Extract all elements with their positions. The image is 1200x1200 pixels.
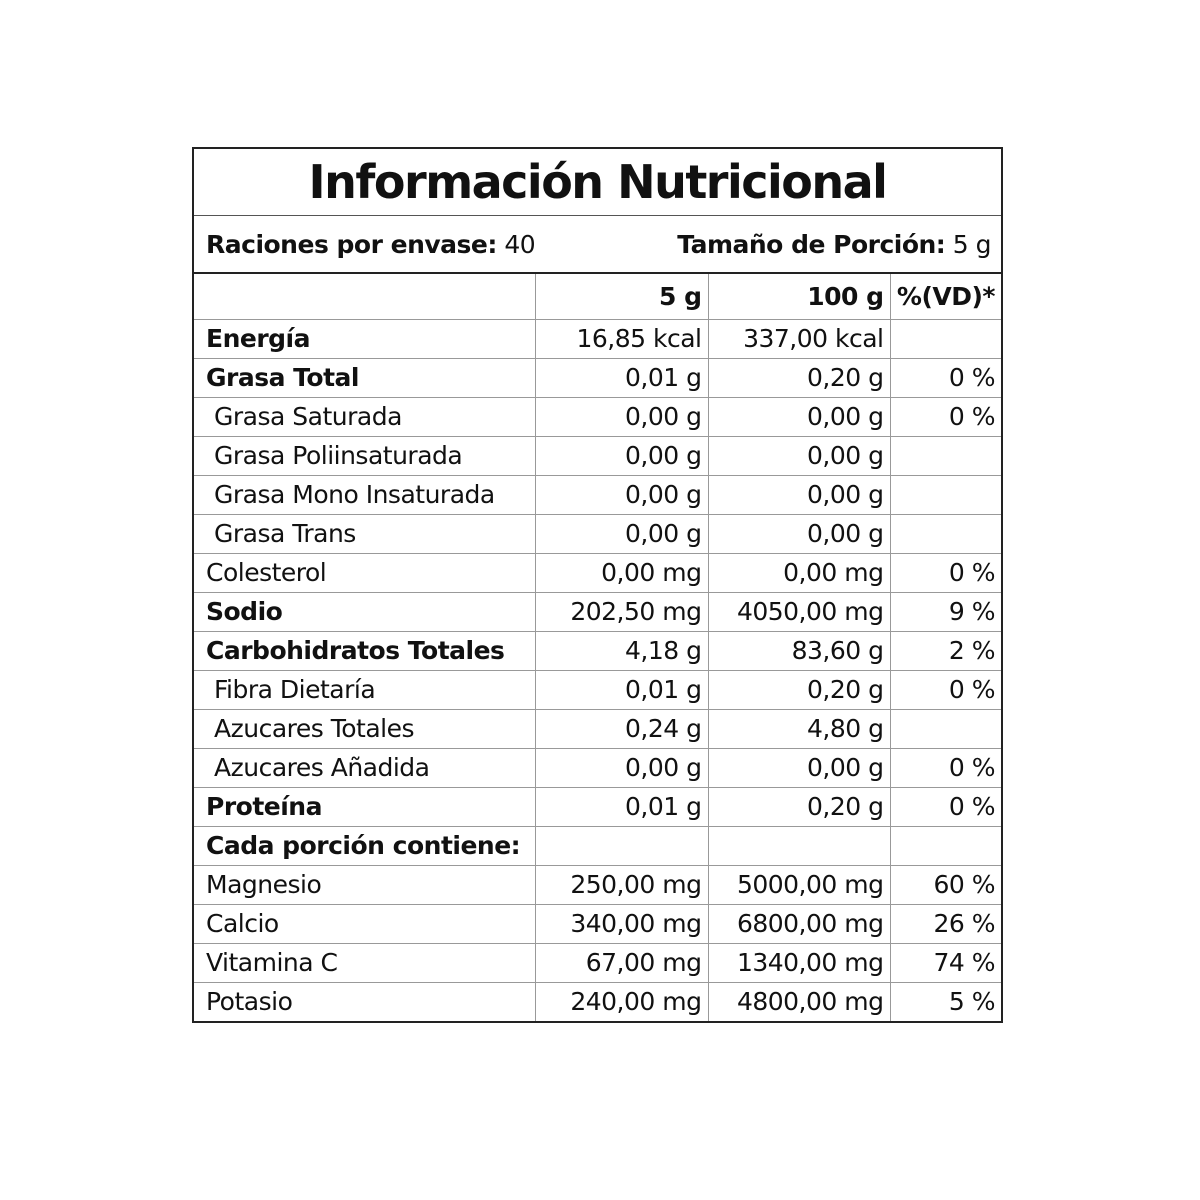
value-per-100g: 0,20 g [708, 670, 890, 709]
header-nutrient [194, 274, 535, 319]
daily-value-percent: 74 % [890, 943, 1001, 982]
daily-value-percent [890, 436, 1001, 475]
value-per-serving: 202,50 mg [535, 592, 708, 631]
nutrient-name: Cada porción contiene: [194, 826, 535, 865]
value-per-100g: 0,00 g [708, 514, 890, 553]
value-per-serving: 4,18 g [535, 631, 708, 670]
daily-value-percent: 0 % [890, 748, 1001, 787]
daily-value-percent [890, 514, 1001, 553]
serving-size-value: 5 g [952, 229, 991, 259]
daily-value-percent [890, 319, 1001, 358]
daily-value-percent: 26 % [890, 904, 1001, 943]
servings-per-container-label: Raciones por envase: [206, 229, 497, 259]
value-per-serving: 16,85 kcal [535, 319, 708, 358]
serving-size-label: Tamaño de Porción: [677, 229, 946, 259]
nutrient-name: Colesterol [194, 553, 535, 592]
daily-value-percent: 5 % [948, 987, 995, 1017]
value-per-serving: 67,00 mg [535, 943, 708, 982]
value-per-serving: 0,00 mg [535, 553, 708, 592]
table-row [194, 709, 1001, 748]
daily-value-percent: 0 % [890, 787, 1001, 826]
value-per-serving: 0,00 g [535, 748, 708, 787]
daily-value-percent [890, 475, 1001, 514]
value-per-serving: 0,00 g [535, 397, 708, 436]
table-header-row [194, 274, 1001, 319]
nutrient-name: Grasa Poliinsaturada [194, 436, 535, 475]
servings-per-container [206, 230, 535, 259]
value-per-100g: 4800,00 mg [708, 982, 890, 1021]
label-title: Información Nutricional [194, 149, 1001, 216]
nutrient-name: Energía [194, 319, 535, 358]
value-per-100g: 0,00 g [708, 748, 890, 787]
daily-value-percent: 0 % [890, 397, 1001, 436]
table-row [194, 865, 1001, 904]
value-per-100g: 1340,00 mg [708, 943, 890, 982]
table-row [194, 553, 1001, 592]
value-per-100g: 83,60 g [708, 631, 890, 670]
nutrient-name: Azucares Totales [194, 709, 535, 748]
value-per-serving: 0,00 g [535, 436, 708, 475]
table-row [194, 943, 1001, 982]
daily-value-percent: 0 % [890, 358, 1001, 397]
table-row [194, 904, 1001, 943]
value-per-serving: 0,01 g [535, 787, 708, 826]
value-per-serving: 0,01 g [535, 670, 708, 709]
table-row [194, 748, 1001, 787]
nutrient-name: Sodio [194, 592, 535, 631]
value-per-serving: 340,00 mg [535, 904, 708, 943]
value-per-100g: 6800,00 mg [708, 904, 890, 943]
value-per-100g: 0,00 g [708, 397, 890, 436]
value-per-serving: 0,00 g [535, 514, 708, 553]
value-per-100g: 0,20 g [708, 787, 890, 826]
nutrient-name: Grasa Saturada [194, 397, 535, 436]
nutrient-name: Azucares Añadida [194, 748, 535, 787]
header-per-serving: 5 g [535, 274, 708, 319]
header-per-100g: 100 g [708, 274, 890, 319]
value-per-100g [708, 826, 890, 865]
table-row [194, 826, 1001, 865]
nutrient-name: Vitamina C [194, 943, 535, 982]
nutrient-name: Grasa Total [194, 358, 535, 397]
table-row [194, 358, 1001, 397]
daily-value-percent: 60 % [890, 865, 1001, 904]
nutrition-table [194, 274, 1001, 1021]
serving-size [677, 230, 991, 259]
nutrient-name: Calcio [194, 904, 535, 943]
servings-per-container-value: 40 [504, 229, 536, 259]
table-row [194, 514, 1001, 553]
nutrient-name: Carbohidratos Totales [194, 631, 535, 670]
nutrient-name: Grasa Trans [194, 514, 535, 553]
table-row [194, 475, 1001, 514]
daily-value-percent: 9 % [890, 592, 1001, 631]
table-row [194, 397, 1001, 436]
value-per-100g: 4,80 g [708, 709, 890, 748]
value-per-serving: 0,24 g [535, 709, 708, 748]
daily-value-percent: 0 % [890, 670, 1001, 709]
table-row [194, 436, 1001, 475]
value-per-serving: 0,00 g [535, 475, 708, 514]
value-per-100g: 0,00 mg [708, 553, 890, 592]
value-per-serving: 240,00 mg [535, 982, 708, 1021]
value-per-100g: 337,00 kcal [708, 319, 890, 358]
table-row [194, 631, 1001, 670]
nutrition-label [192, 147, 1003, 1023]
daily-value-percent: 0 % [890, 553, 1001, 592]
daily-value-percent [890, 826, 1001, 865]
header-daily-value: %(VD)* [890, 274, 1001, 319]
value-per-100g: 5000,00 mg [708, 865, 890, 904]
value-per-100g: 4050,00 mg [708, 592, 890, 631]
value-per-serving: 250,00 mg [535, 865, 708, 904]
nutrient-name: Potasio [194, 982, 535, 1021]
value-per-serving: 0,01 g [535, 358, 708, 397]
daily-value-percent [890, 709, 1001, 748]
table-row [194, 787, 1001, 826]
table-row [194, 319, 1001, 358]
daily-value-percent: 2 % [890, 631, 1001, 670]
value-per-100g: 0,00 g [708, 475, 890, 514]
value-per-serving [535, 826, 708, 865]
servings-row [194, 216, 1001, 274]
value-per-100g: 0,00 g [708, 436, 890, 475]
nutrient-name: Magnesio [194, 865, 535, 904]
nutrient-name: Fibra Dietaría [194, 670, 535, 709]
table-row [194, 982, 1001, 1021]
value-per-100g: 0,20 g [708, 358, 890, 397]
table-row [194, 592, 1001, 631]
table-row [194, 670, 1001, 709]
nutrient-name: Proteína [194, 787, 535, 826]
nutrient-name: Grasa Mono Insaturada [194, 475, 535, 514]
